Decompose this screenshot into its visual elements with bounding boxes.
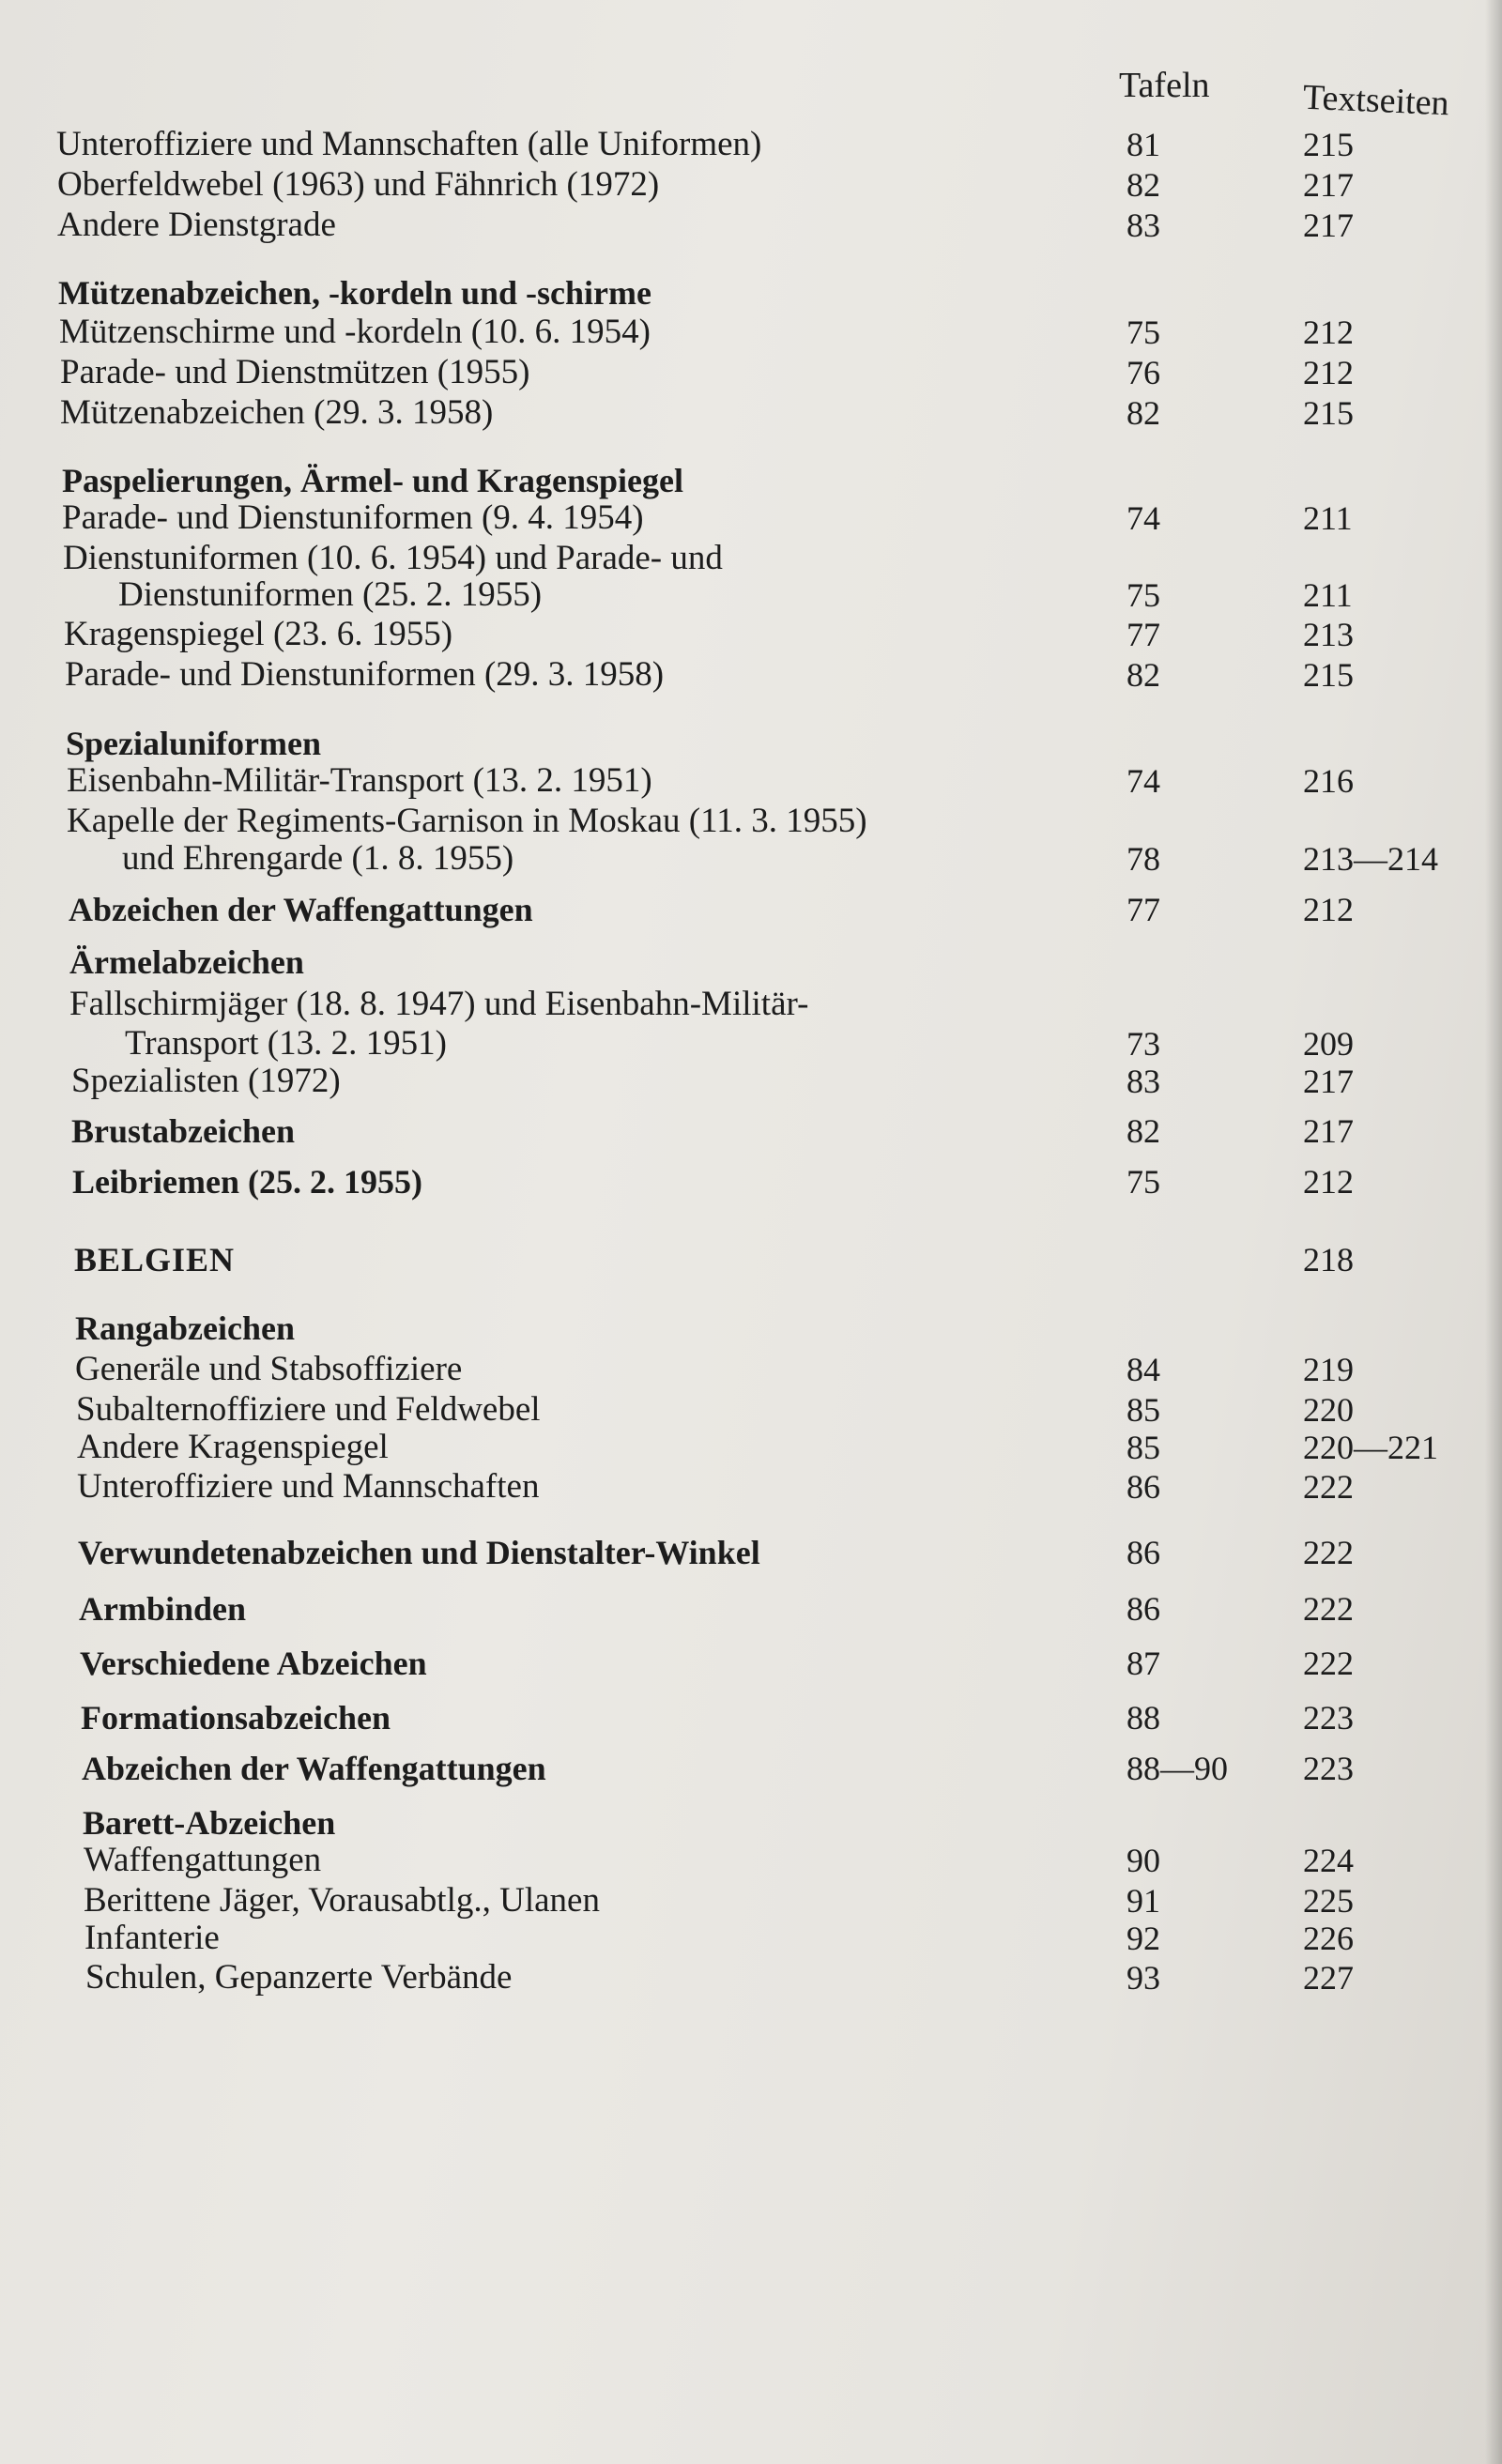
column-header-tafeln: Tafeln xyxy=(1119,66,1210,105)
toc-entry-label: Infanterie xyxy=(84,1919,220,1957)
toc-row xyxy=(0,1697,1502,1738)
toc-entry-label: Subalternoffiziere und Feldwebel xyxy=(76,1390,541,1429)
toc-entry-label: Berittene Jäger, Vorausabtlg., Ulanen xyxy=(84,1881,600,1920)
toc-row xyxy=(0,538,1502,579)
toc-entry-label: Waffengattungen xyxy=(84,1841,322,1879)
toc-row xyxy=(0,760,1502,802)
toc-entry-label: Kragenspiegel (23. 6. 1955) xyxy=(64,615,453,653)
toc-entry-label: Parade- und Dienstmützen (1955) xyxy=(60,353,530,391)
toc-row xyxy=(0,1110,1502,1152)
toc-row xyxy=(0,1466,1502,1507)
toc-entry-label: Unteroffiziere und Mannschaften (alle Uniformen) xyxy=(56,125,762,163)
toc-section-heading: Mützenabzeichen, -kordeln und -schirme xyxy=(58,274,651,312)
toc-entry-label: Spezialisten (1972) xyxy=(71,1062,341,1100)
toc-entry-label: Parade- und Dienstuniformen (9. 4. 1954) xyxy=(62,498,644,537)
toc-row xyxy=(0,1239,1502,1280)
toc-section-heading: Abzeichen der Waffengattungen xyxy=(69,891,533,928)
toc-textseite-number: 213 xyxy=(1303,616,1354,653)
toc-section-heading: Paspelierungen, Ärmel- und Kragenspiegel xyxy=(62,462,683,499)
column-header-textseiten: Textseiten xyxy=(1302,77,1450,124)
toc-textseite-number: 218 xyxy=(1303,1241,1354,1278)
toc-tafel-number: 81 xyxy=(1126,126,1160,163)
toc-textseite-number: 216 xyxy=(1303,762,1354,800)
toc-entry-label: Mützenabzeichen (29. 3. 1958) xyxy=(60,393,494,432)
toc-entry-label: Eisenbahn-Militär-Transport (13. 2. 1951) xyxy=(67,761,652,800)
toc-row xyxy=(0,574,1502,616)
toc-row xyxy=(0,1918,1502,1959)
toc-entry-label: Andere Kragenspiegel xyxy=(77,1428,389,1466)
toc-textseite-number: 212 xyxy=(1303,891,1354,928)
toc-textseite-number: 212 xyxy=(1303,354,1354,391)
toc-entry-label: Kapelle der Regiments-Garnison in Moskau (11. 3. 1955) xyxy=(67,802,867,840)
toc-row xyxy=(0,1840,1502,1881)
toc-entry-label: Schulen, Gepanzerte Verbände xyxy=(85,1958,513,1997)
toc-tafel-number: 77 xyxy=(1126,616,1160,653)
toc-row xyxy=(0,272,1502,314)
toc-textseite-number: 217 xyxy=(1303,1112,1354,1150)
toc-row xyxy=(0,1061,1502,1102)
toc-textseite-number: 223 xyxy=(1303,1750,1354,1787)
toc-row xyxy=(0,1802,1502,1844)
toc-entry-label: Parade- und Dienstuniformen (29. 3. 1958) xyxy=(65,655,665,694)
toc-tafel-number: 91 xyxy=(1126,1882,1160,1920)
toc-textseite-number: 212 xyxy=(1303,1163,1354,1201)
toc-textseite-number: 217 xyxy=(1303,166,1354,204)
toc-tafel-number: 92 xyxy=(1126,1920,1160,1957)
toc-row xyxy=(0,1161,1502,1202)
toc-entry-label: und Ehrengarde (1. 8. 1955) xyxy=(122,839,514,878)
toc-tafel-number: 85 xyxy=(1126,1391,1160,1429)
toc-entry-label: Mützenschirme und -kordeln (10. 6. 1954) xyxy=(59,313,651,351)
toc-textseite-number: 211 xyxy=(1303,499,1353,537)
toc-section-heading: BELGIEN xyxy=(74,1241,236,1278)
toc-section-heading: Barett-Abzeichen xyxy=(83,1804,336,1842)
toc-textseite-number: 211 xyxy=(1303,576,1353,614)
toc-row xyxy=(0,838,1502,880)
toc-section-heading: Leibriemen (25. 2. 1955) xyxy=(72,1163,422,1201)
toc-textseite-number: 217 xyxy=(1303,1063,1354,1100)
toc-tafel-number: 83 xyxy=(1126,207,1160,244)
toc-row xyxy=(0,497,1502,539)
toc-row xyxy=(0,1748,1502,1789)
toc-tafel-number: 88—90 xyxy=(1126,1750,1228,1787)
toc-tafel-number: 75 xyxy=(1126,576,1160,614)
toc-row xyxy=(0,1532,1502,1573)
toc-textseite-number: 227 xyxy=(1303,1959,1354,1997)
toc-tafel-number: 73 xyxy=(1126,1025,1160,1063)
toc-textseite-number: 220—221 xyxy=(1303,1429,1438,1466)
toc-textseite-number: 222 xyxy=(1303,1645,1354,1682)
toc-entry-label: Oberfeldwebel (1963) und Fähnrich (1972) xyxy=(57,165,660,204)
toc-tafel-number: 86 xyxy=(1126,1534,1160,1571)
toc-tafel-number: 77 xyxy=(1126,891,1160,928)
toc-row xyxy=(0,654,1502,696)
toc-tafel-number: 87 xyxy=(1126,1645,1160,1682)
toc-section-heading: Brustabzeichen xyxy=(71,1112,295,1150)
toc-section-heading: Verwundetenabzeichen und Dienstalter-Winkel xyxy=(78,1534,760,1571)
toc-textseite-number: 222 xyxy=(1303,1590,1354,1628)
toc-section-heading: Ärmelabzeichen xyxy=(69,943,304,981)
toc-row xyxy=(0,614,1502,655)
toc-tafel-number: 84 xyxy=(1126,1351,1160,1388)
toc-tafel-number: 76 xyxy=(1126,354,1160,391)
toc-tafel-number: 74 xyxy=(1126,499,1160,537)
toc-row xyxy=(0,460,1502,501)
toc-row xyxy=(0,1880,1502,1921)
toc-section-heading: Verschiedene Abzeichen xyxy=(80,1645,427,1682)
toc-row xyxy=(0,205,1502,246)
toc-row xyxy=(0,941,1502,983)
toc-tafel-number: 82 xyxy=(1126,656,1160,694)
toc-entry-label: Dienstuniformen (10. 6. 1954) und Parade- und xyxy=(63,539,723,577)
toc-tafel-number: 82 xyxy=(1126,166,1160,204)
toc-row xyxy=(0,164,1502,206)
toc-tafel-number: 88 xyxy=(1126,1699,1160,1737)
toc-entry-label: Generäle und Stabsoffiziere xyxy=(75,1350,463,1388)
toc-textseite-number: 224 xyxy=(1303,1842,1354,1879)
toc-entry-label: Dienstuniformen (25. 2. 1955) xyxy=(118,575,543,614)
toc-tafel-number: 74 xyxy=(1126,762,1160,800)
toc-section-heading: Abzeichen der Waffengattungen xyxy=(82,1750,546,1787)
toc-textseite-number: 225 xyxy=(1303,1882,1354,1920)
toc-row xyxy=(0,984,1502,1025)
toc-tafel-number: 82 xyxy=(1126,1112,1160,1150)
toc-row xyxy=(0,1349,1502,1390)
toc-textseite-number: 219 xyxy=(1303,1351,1354,1388)
toc-row xyxy=(0,1588,1502,1630)
toc-row xyxy=(0,392,1502,434)
toc-row xyxy=(0,1023,1502,1064)
toc-textseite-number: 222 xyxy=(1303,1468,1354,1506)
toc-tafel-number: 75 xyxy=(1126,314,1160,351)
toc-row xyxy=(0,352,1502,393)
toc-entry-label: Transport (13. 2. 1951) xyxy=(125,1024,447,1063)
toc-section-heading: Rangabzeichen xyxy=(75,1309,295,1347)
toc-row xyxy=(0,1308,1502,1349)
toc-section-heading: Formationsabzeichen xyxy=(81,1699,391,1737)
toc-textseite-number: 213—214 xyxy=(1303,840,1438,878)
toc-textseite-number: 226 xyxy=(1303,1920,1354,1957)
toc-entry-label: Unteroffiziere und Mannschaften xyxy=(77,1467,540,1506)
toc-row xyxy=(0,1427,1502,1468)
toc-row xyxy=(0,1389,1502,1431)
toc-textseite-number: 215 xyxy=(1303,394,1354,432)
toc-textseite-number: 212 xyxy=(1303,314,1354,351)
toc-row xyxy=(0,723,1502,764)
toc-row xyxy=(0,124,1502,165)
toc-entry-label: Fallschirmjäger (18. 8. 1947) und Eisenbahn-Militär- xyxy=(69,985,809,1023)
toc-row xyxy=(0,1957,1502,1998)
toc-textseite-number: 215 xyxy=(1303,656,1354,694)
toc-textseite-number: 209 xyxy=(1303,1025,1354,1063)
toc-tafel-number: 82 xyxy=(1126,394,1160,432)
toc-tafel-number: 78 xyxy=(1126,840,1160,878)
toc-textseite-number: 217 xyxy=(1303,207,1354,244)
toc-tafel-number: 85 xyxy=(1126,1429,1160,1466)
toc-tafel-number: 93 xyxy=(1126,1959,1160,1997)
toc-textseite-number: 215 xyxy=(1303,126,1354,163)
toc-textseite-number: 223 xyxy=(1303,1699,1354,1737)
toc-tafel-number: 86 xyxy=(1126,1590,1160,1628)
toc-section-heading: Spezialuniformen xyxy=(66,725,322,762)
toc-row xyxy=(0,312,1502,353)
toc-row xyxy=(0,1643,1502,1684)
toc-tafel-number: 90 xyxy=(1126,1842,1160,1879)
toc-tafel-number: 75 xyxy=(1126,1163,1160,1201)
toc-tafel-number: 86 xyxy=(1126,1468,1160,1506)
toc-section-heading: Armbinden xyxy=(79,1590,247,1628)
toc-row xyxy=(0,889,1502,930)
toc-textseite-number: 220 xyxy=(1303,1391,1354,1429)
toc-row xyxy=(0,801,1502,842)
toc-tafel-number: 83 xyxy=(1126,1063,1160,1100)
toc-textseite-number: 222 xyxy=(1303,1534,1354,1571)
toc-entry-label: Andere Dienstgrade xyxy=(57,206,336,244)
